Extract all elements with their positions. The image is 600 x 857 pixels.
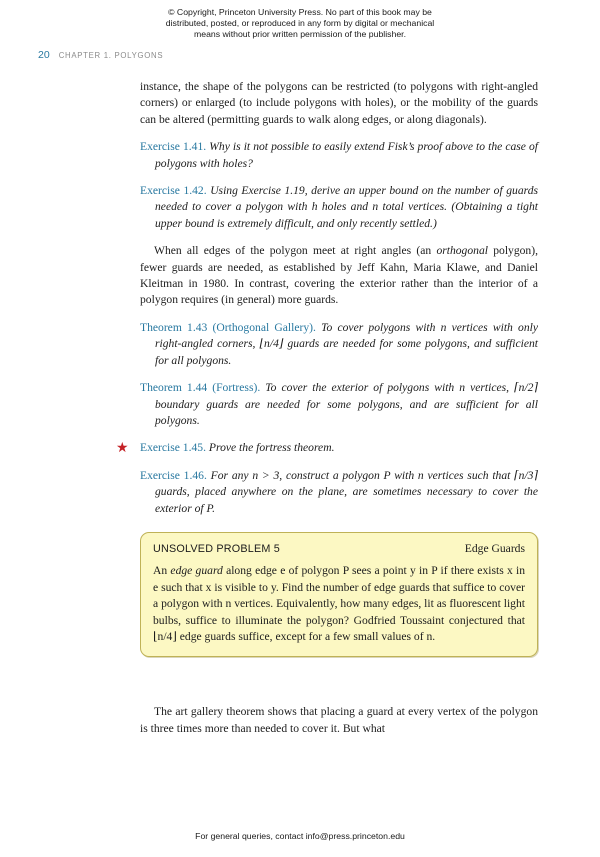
copyright-line: distributed, posted, or reproduced in any form by digital or mechanical: [165, 18, 435, 28]
theorem-1-43-text: To cover polygons with n vertices with only right-angled corners, ⌊n/4⌋ guards are needed for some polygons, and sufficient for all polygons.: [155, 320, 538, 367]
running-head: [38, 49, 163, 61]
unsolved-problem-header: [153, 541, 525, 557]
exercise-1-42-label: Exercise 1.42.: [140, 184, 207, 198]
text-segment: polygon), fewer guards are needed, as established by Jeff Kahn, Maria Klawe, and Daniel Kleitman in 1980. In contrast, covering the exterior rather than the interior of a polygon requires (in general) more guards.: [140, 244, 538, 307]
paragraph-art-gallery: The art gallery theorem shows that placing a guard at every vertex of the polygon is three times more than needed to cover it. But what: [140, 705, 538, 735]
theorem-1-43-label: Theorem 1.43 (Orthogonal Gallery).: [140, 320, 316, 334]
exercise-1-41-label: Exercise 1.41.: [140, 140, 207, 154]
paragraph-intro: instance, the shape of the polygons can be restricted (to polygons with right-angled corners) or enlarged (to include polygons with holes), or the mobility of the guards can be altered (permitting guards to walk along edges, or along diagonals).: [140, 80, 538, 126]
text-column: [116, 79, 539, 748]
footer-contact: For general queries, contact info@press.princeton.edu: [195, 831, 405, 841]
paragraph-orthogonal: [140, 243, 538, 309]
exercise-1-46: [140, 468, 538, 517]
unsolved-problem-title: UNSOLVED PROBLEM 5: [153, 542, 280, 555]
star-icon: ★: [116, 440, 129, 457]
exercise-1-42: [140, 183, 538, 232]
exercise-1-41-text: Why is it not possible to easily extend Fisk’s proof above to the case of polygons with holes?: [155, 140, 539, 170]
theorem-1-44: [140, 380, 538, 429]
page-number: 20: [38, 49, 50, 61]
theorem-1-44-label: Theorem 1.44 (Fortress).: [140, 381, 261, 395]
theorem-1-44-text: To cover the exterior of polygons with n vertices, ⌈n/2⌉ boundary guards are needed for some polygons, and are sufficient for all polygons.: [155, 381, 538, 427]
copyright-notice: [0, 7, 600, 40]
exercise-1-41: [140, 139, 538, 172]
exercise-1-46-label: Exercise 1.46.: [140, 468, 207, 482]
text-segment: When all edges of the polygon meet at right angles (an: [154, 244, 437, 258]
unsolved-problem-box: [140, 532, 538, 657]
chapter-header: CHAPTER 1. POLYGONS: [58, 51, 164, 60]
exercise-1-45: [116, 440, 538, 457]
exercise-1-42-text: Using Exercise 1.19, derive an upper bound on the number of guards needed to cover a polygon with h holes and n total vertices. (Obtaining a tight upper bound is extremely difficult, and only recently settled.): [155, 184, 539, 230]
exercise-1-45-label: Exercise 1.45.: [140, 441, 206, 455]
copyright-line: © Copyright, Princeton University Press. No part of this book may be: [168, 7, 432, 17]
text-segment-emphasis: edge guard: [170, 564, 223, 578]
unsolved-problem-subtitle: Edge Guards: [464, 541, 525, 555]
text-segment: along edge e of polygon P sees a point y in P if there exists x in e such that x is visible to y. Find the number of edge guards that suffice to cover a polygon with n vertices. Equivalently, how many edges, lit as fluorescent light bulbs, suffice to illuminate the polygon? Godfried Toussaint conjectured that ⌊n/4⌋ edge guards suffice, except for a few small values of n.: [153, 564, 526, 643]
exercise-1-45-text: Prove the fortress theorem.: [208, 441, 335, 455]
text-segment: An: [153, 564, 171, 578]
exercise-1-46-text: For any n > 3, construct a polygon P with n vertices such that ⌈n/3⌉ guards, placed anywhere on the plane, are sometimes necessary to cover the exterior of P.: [155, 468, 538, 515]
text-segment-emphasis: orthogonal: [436, 244, 488, 258]
copyright-line: means without prior written permission of the publisher.: [194, 29, 406, 39]
unsolved-problem-body: [153, 563, 525, 645]
theorem-1-43: [140, 320, 538, 369]
